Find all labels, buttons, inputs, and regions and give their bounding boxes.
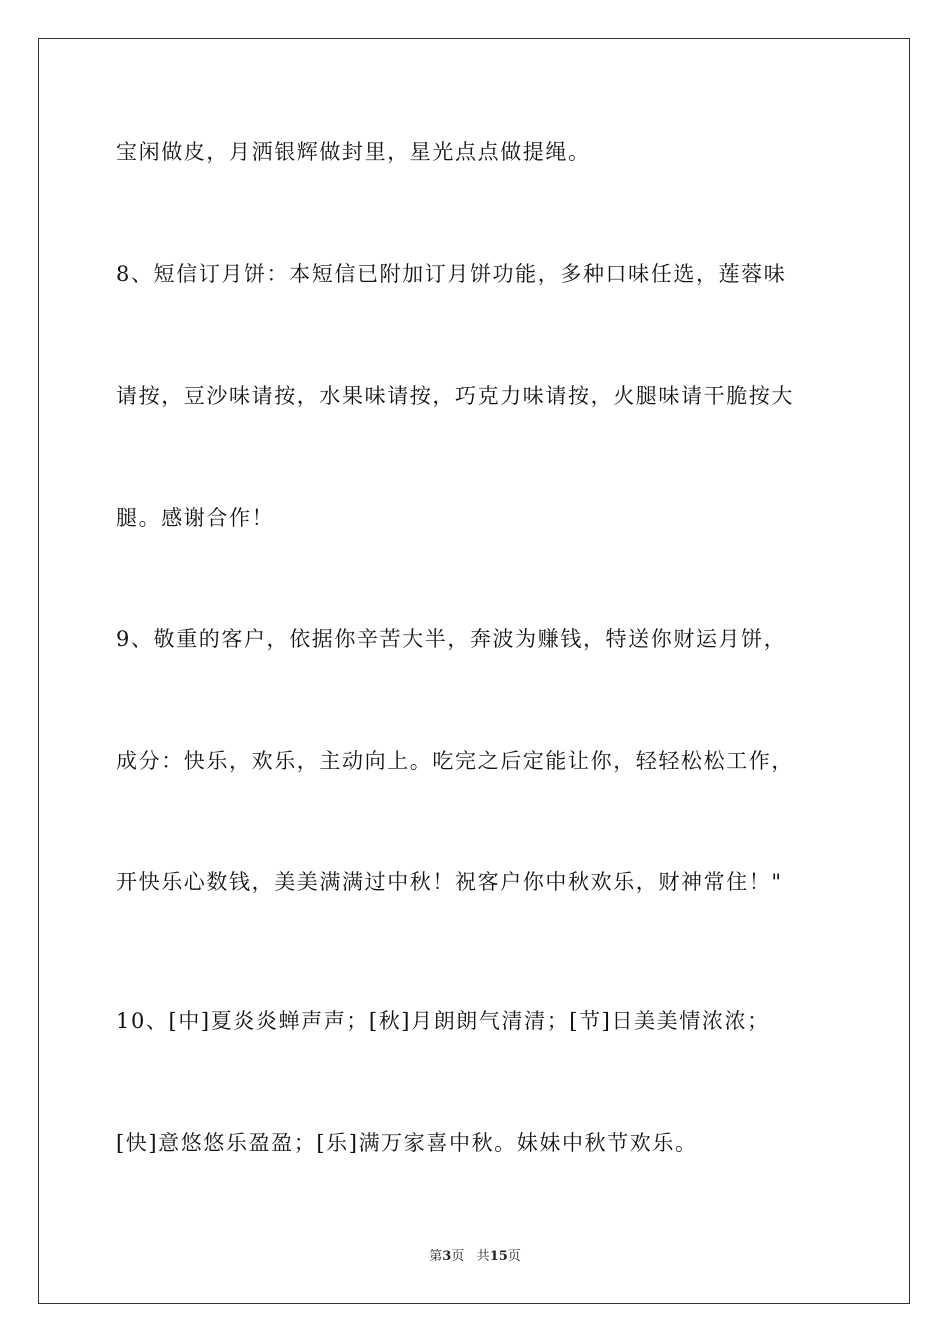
page-footer — [0, 1248, 950, 1266]
text-line-3: 请按，豆沙味请按，水果味请按，巧克力味请按，火腿味请干脆按大 — [116, 384, 794, 408]
text-line-8: 10、[中]夏炎炎蝉声声；[秋]月朗朗气清清；[节]日美美情浓浓； — [116, 1009, 770, 1033]
page-number: 3 — [442, 1249, 452, 1264]
text-line-1: 宝闲做皮，月洒银辉做封里，星光点点做提绳。 — [116, 140, 591, 164]
page-prefix: 第 — [429, 1249, 443, 1264]
text-line-2: 8、短信订月饼：本短信已附加订月饼功能，多种口味任选，莲蓉味 — [116, 262, 787, 286]
total-prefix: 共 — [476, 1249, 490, 1264]
text-line-5: 9、敬重的客户，依据你辛苦大半，奔波为赚钱，特送你财运月饼， — [116, 627, 787, 651]
text-line-6: 成分：快乐，欢乐，主动向上。吃完之后定能让你，轻轻松松工作， — [116, 749, 794, 773]
page-border — [38, 38, 910, 1304]
total-suffix: 页 — [507, 1249, 521, 1264]
page-suffix: 页 — [451, 1249, 465, 1264]
text-line-4: 腿。感谢合作！ — [116, 506, 275, 530]
text-line-9: [快]意悠悠乐盈盈；[乐]满万家喜中秋。妹妹中秋节欢乐。 — [116, 1131, 698, 1155]
text-line-7: 开快乐心数钱，美美满满过中秋！祝客户你中秋欢乐，财神常住！" — [116, 870, 783, 894]
total-pages: 15 — [489, 1249, 508, 1264]
